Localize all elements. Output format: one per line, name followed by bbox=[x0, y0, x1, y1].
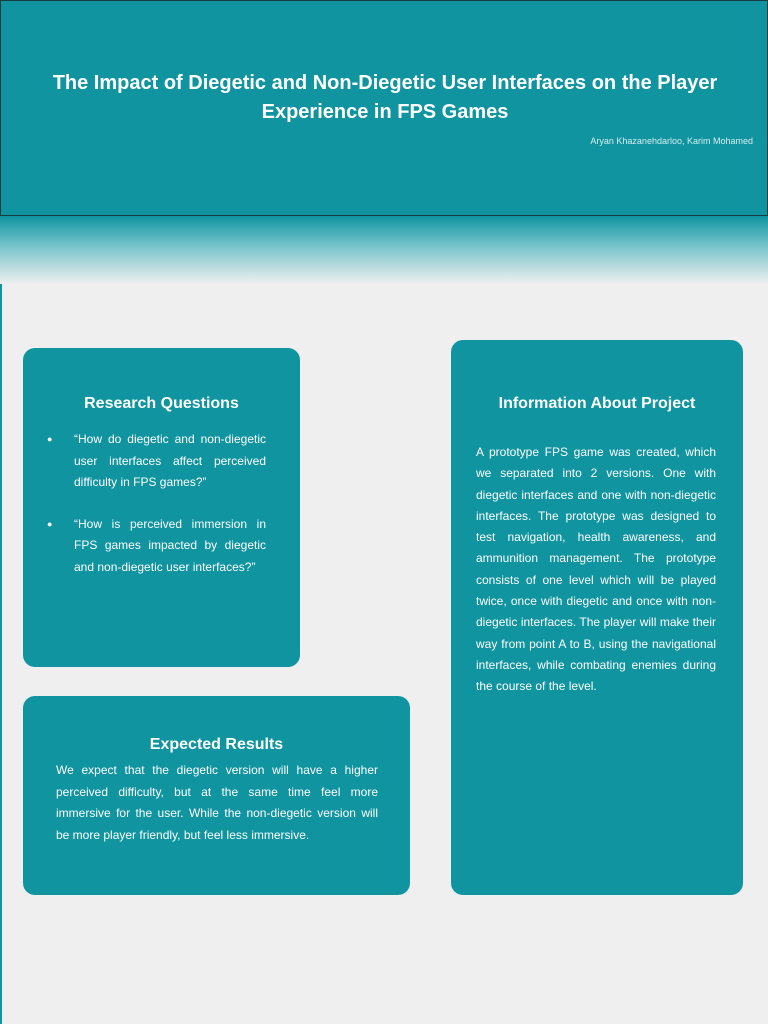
left-edge-line bbox=[0, 284, 2, 1024]
list-item bbox=[47, 514, 266, 579]
poster-authors: Aryan Khazanehdarloo, Karim Mohamed bbox=[590, 136, 753, 146]
bullet-icon: ● bbox=[47, 434, 53, 444]
bullet-icon: ● bbox=[47, 518, 53, 529]
research-questions-card bbox=[23, 348, 300, 667]
research-question-text: “How do diegetic and non-diegetic user interfaces affect perceived difficulty in FPS games?” bbox=[74, 432, 266, 489]
research-questions-heading: Research Questions bbox=[84, 395, 239, 412]
list-item bbox=[47, 429, 266, 494]
project-info-body: A prototype FPS game was created, which we separated into 2 versions. One with diegetic interfaces and one with non-diegetic interfaces. The prototype was designed to test navigation, health awareness, and ammunition management. The prototype consists of one level which will be played twice, once with diegetic and once with non-diegetic interfaces. The player will make their way from point A to B, using the navigational interfaces, while combating enemies during the course of the level. bbox=[476, 445, 716, 694]
expected-results-body: We expect that the diegetic version will have a higher perceived difficulty, but at the same time feel more immersive for the user. While the non-diegetic version will be more player friendly, but feel less immersive. bbox=[56, 763, 378, 842]
header-fade bbox=[0, 216, 768, 284]
expected-results-card bbox=[23, 696, 410, 895]
poster-header bbox=[0, 0, 768, 216]
research-questions-list bbox=[47, 429, 266, 598]
project-info-heading: Information About Project bbox=[498, 395, 696, 412]
poster-title: The Impact of Diegetic and Non-Diegetic User Interfaces on the Player Experience in FPS Games bbox=[52, 72, 718, 123]
research-question-text: “How is perceived immersion in FPS games impacted by diegetic and non-diegetic user interfaces?” bbox=[74, 516, 266, 574]
project-info-card bbox=[451, 340, 743, 895]
expected-results-heading: Expected Results bbox=[149, 736, 284, 753]
